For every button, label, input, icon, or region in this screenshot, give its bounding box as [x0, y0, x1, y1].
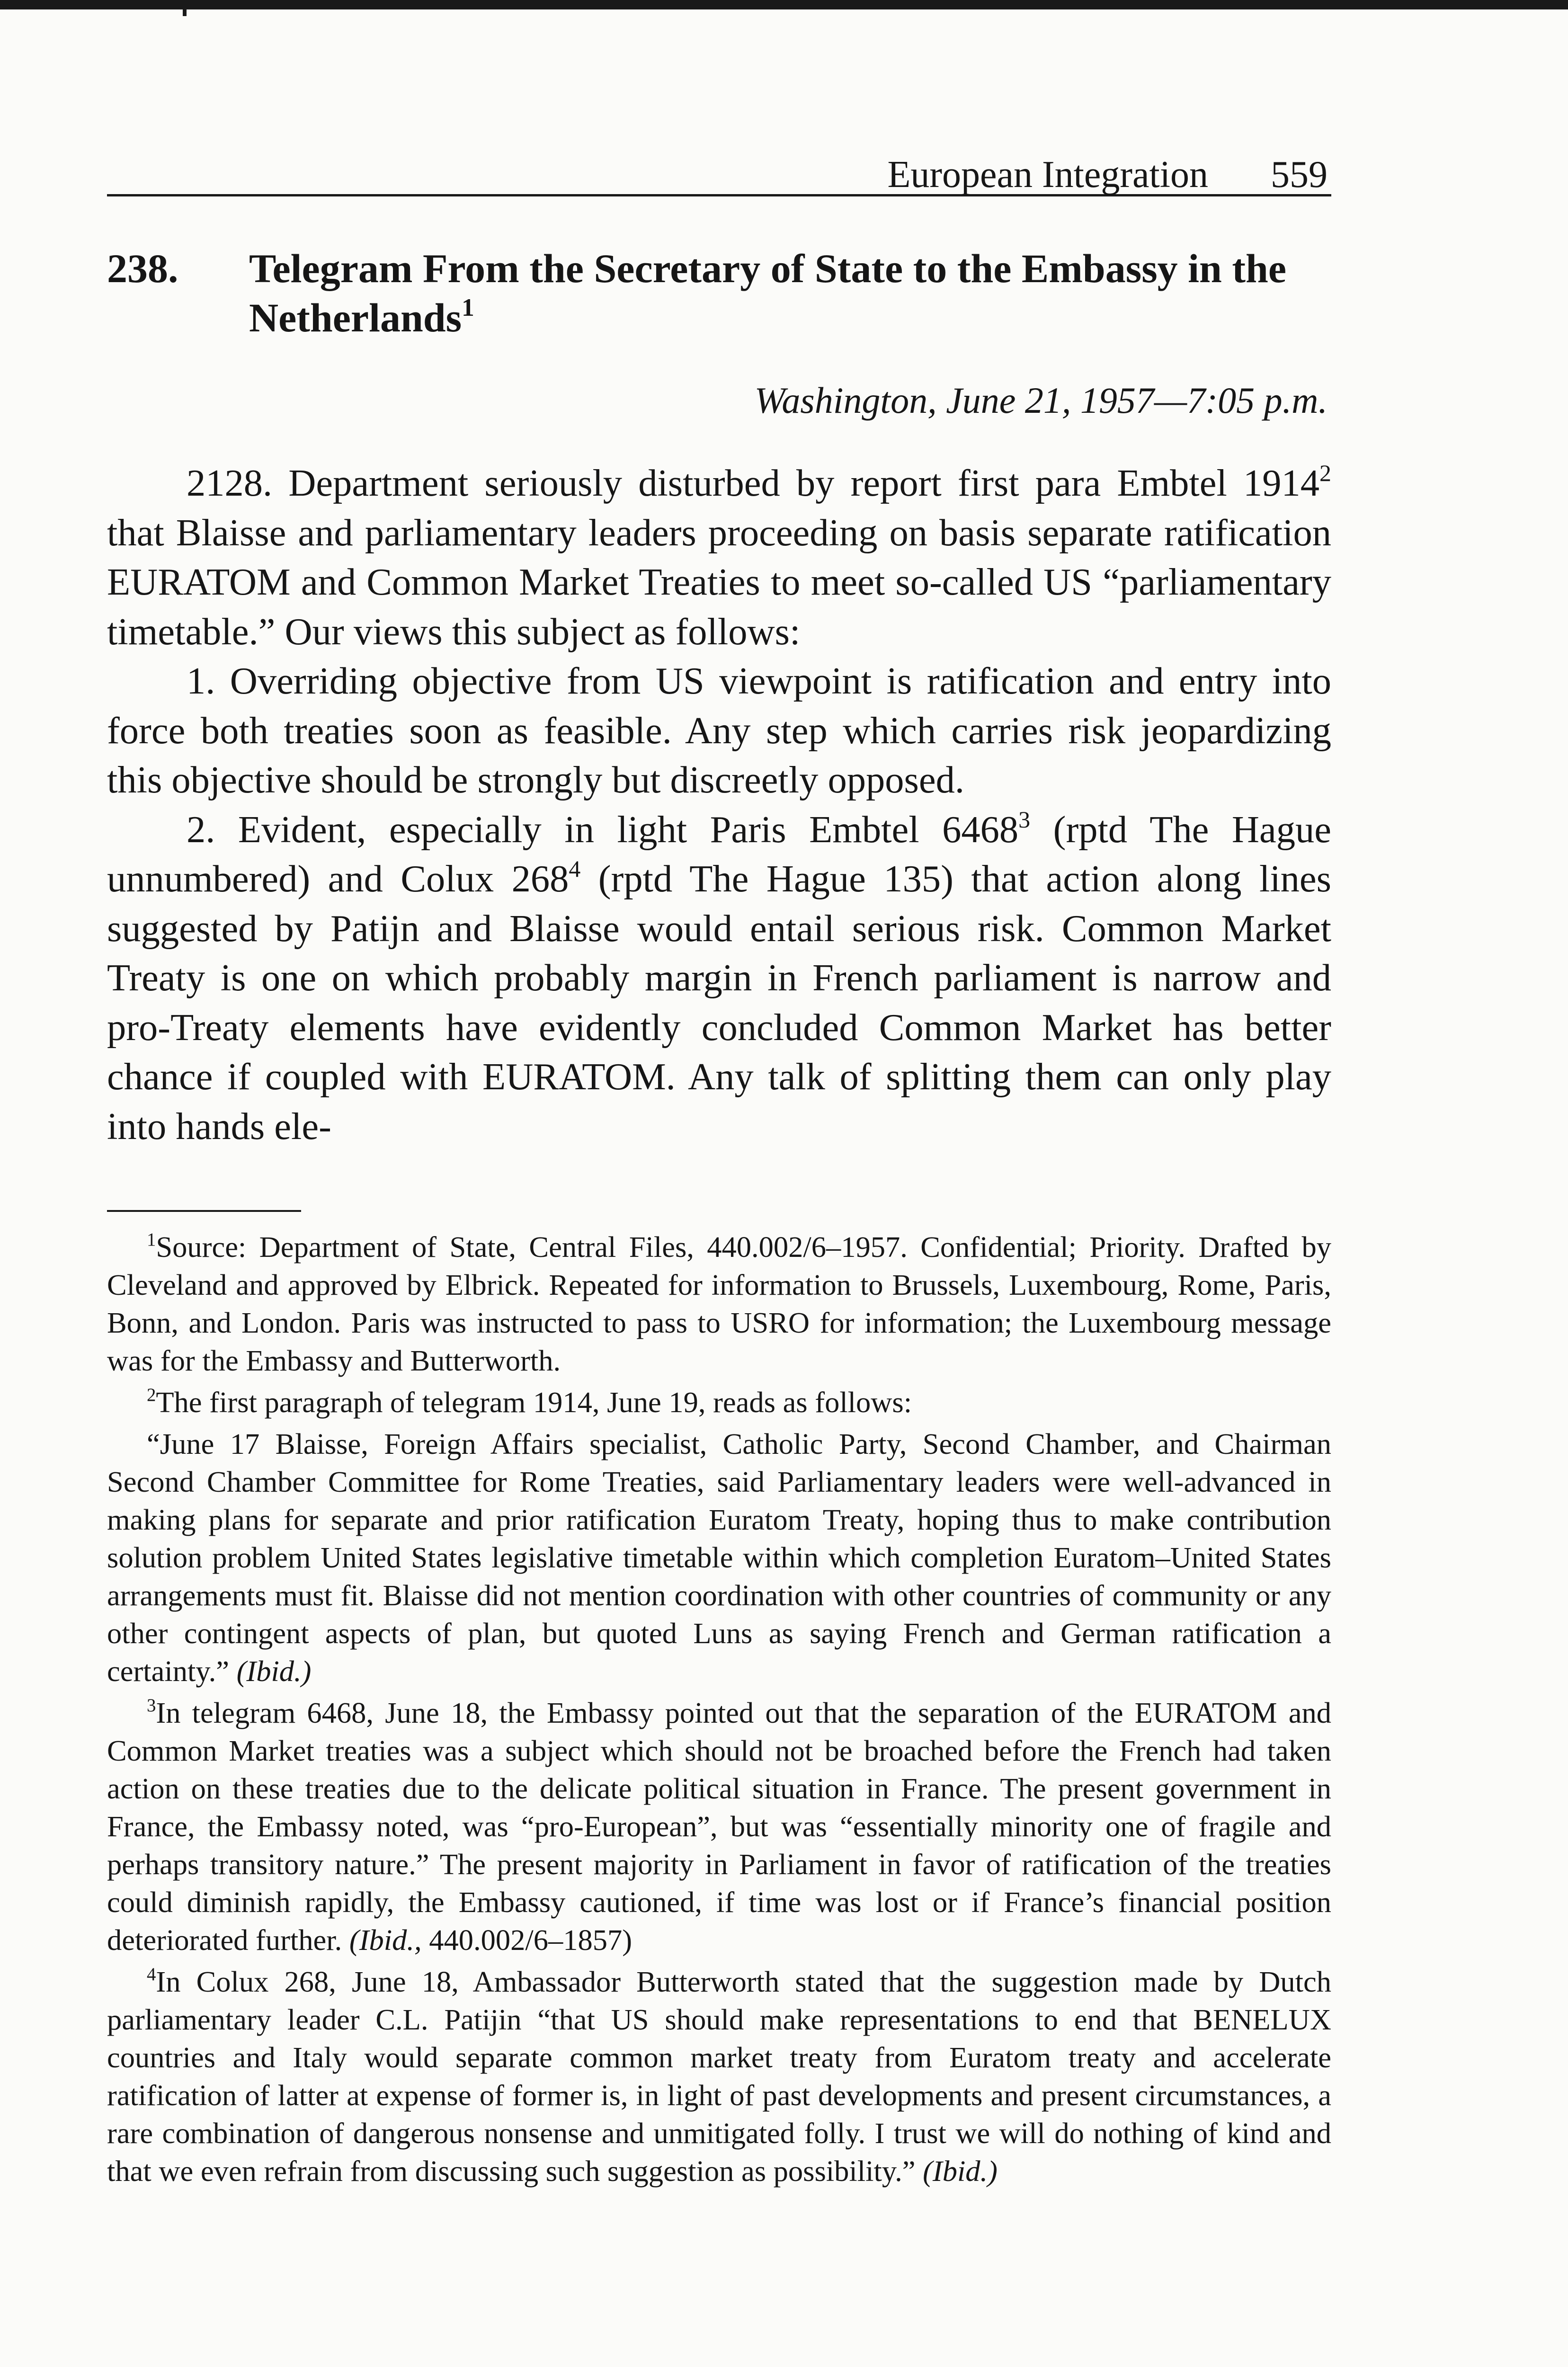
running-head-section: European Integration [887, 154, 1208, 196]
footnotes [107, 1228, 1331, 2190]
footnote-text: In Colux 268, June 18, Ambassador Butterworth stated that the suggestion made by Dutch parliamentary leader C.L. Patijin “that US should make representations to end that BENELUX countries and Italy would separate common market treaty from Euratom treaty and accelerate ratification of latter at expense of former is, in light of past developments and present circumstances, a rare combination of dangerous nonsense and unmitigated folly. I trust we will do nothing of kind and that we even refrain from discussing such suggestion as possibility.” [107, 1965, 1331, 2188]
footnote [107, 1228, 1331, 1379]
document-number: 238. [107, 246, 178, 291]
footnote [107, 1963, 1331, 2190]
scan-border-tick [183, 0, 187, 16]
document-title-text: Telegram From the Secretary of State to the Embassy in the Netherlands [249, 246, 1287, 340]
body-text: 2128. Department seriously disturbed by report first para Embtel 1914 [187, 462, 1320, 504]
document-title [249, 244, 1331, 342]
running-head [107, 142, 1331, 194]
body-text: (rptd The Hague unnumbered) and Colux 268 [107, 808, 1331, 900]
telegram-body [107, 459, 1331, 1151]
footnote-text: The first paragraph of telegram 1914, June 19, reads as follows: [156, 1386, 912, 1419]
footnote-text: “June 17 Blaisse, Foreign Affairs specialist, Catholic Party, Second Chamber, and Chairman Second Chamber Committee for Rome Treaties, said Parliamentary leaders were well-advanced in making plans for separate and prior ratification Euratom Treaty, hoping thus to make contribution solution problem United States legislative timetable within which completion Euratom–United States arrangements must fit. Blaisse did not mention coordination with other countries of community or any other contingent aspects of plan, but quoted Luns as saying French and German ratification a certainty.” [107, 1427, 1331, 1688]
title-footnote-ref: 1 [462, 293, 474, 321]
footnote-rule [107, 1210, 301, 1212]
dateline: Washington, June 21, 1957—7:05 p.m. [754, 380, 1327, 421]
body-text: that Blaisse and parliamentary leaders proceeding on basis separate ratification EURATOM and Common Market Treaties to meet so-called US “parliamentary timetable.” Our views this subject as follows: [107, 511, 1331, 653]
scan-top-border [0, 0, 1568, 9]
footnote-citation: (Ibid.) [923, 2154, 998, 2188]
body-paragraph [107, 805, 1331, 1152]
page-number: 559 [1271, 154, 1327, 196]
footnote [107, 1383, 1331, 1421]
footnote-ref: 3 [1018, 806, 1031, 833]
footnote-mark: 1 [147, 1229, 156, 1250]
footnote-ref: 2 [1319, 460, 1331, 487]
document-page [107, 142, 1331, 2194]
footnote-mark: 3 [147, 1695, 156, 1716]
footnote-text: Source: Department of State, Central Files, 440.002/6–1957. Confidential; Priority. Drafted by Cleveland and approved by Elbrick. Repeated for information to Brussels, Luxembourg, Rome, Paris, Bonn, and London. Paris was instructed to pass to USRO for information; the Luxembourg message was for the Embassy and Butterworth. [107, 1230, 1331, 1377]
body-paragraph [107, 459, 1331, 657]
footnote-text: In telegram 6468, June 18, the Embassy pointed out that the separation of the EURATOM and Common Market treaties was a subject which should not be broached before the French had taken action on these treaties due to the delicate political situation in France. The present government in France, the Embassy noted, was “pro-European”, but was “essentially minority one of fragile and perhaps transitory nature.” The present majority in Parliament in favor of ratification of the treaties could diminish rapidly, the Embassy cautioned, if time was lost or if France’s financial position deteriorated further. [107, 1696, 1331, 1957]
footnote-ref: 4 [569, 856, 581, 882]
footnote-quote [107, 1425, 1331, 1690]
footnote-mark: 2 [147, 1384, 156, 1405]
document-heading [107, 244, 1331, 342]
footnote-citation: (Ibid., [349, 1923, 422, 1957]
footnote [107, 1694, 1331, 1959]
body-text: (rptd The Hague 135) that action along lines suggested by Patijn and Blaisse would entail serious risk. Common Market Treaty is one on which probably margin in French parliament is narrow and pro-Treaty elements have evidently concluded Common Market has better chance if coupled with EURATOM. Any talk of splitting them can only play into hands ele- [107, 858, 1331, 1148]
footnote-mark: 4 [147, 1964, 156, 1984]
body-text: 2. Evident, especially in light Paris Embtel 6468 [187, 808, 1019, 851]
body-paragraph: 1. Overriding objective from US viewpoint is ratification and entry into force both treaties soon as feasible. Any step which carries risk jeopardizing this objective should be strongly but discreetly opposed. [107, 660, 1331, 801]
footnote-citation-rest: 440.002/6–1857) [421, 1923, 633, 1957]
footnote-citation: (Ibid.) [236, 1655, 312, 1688]
